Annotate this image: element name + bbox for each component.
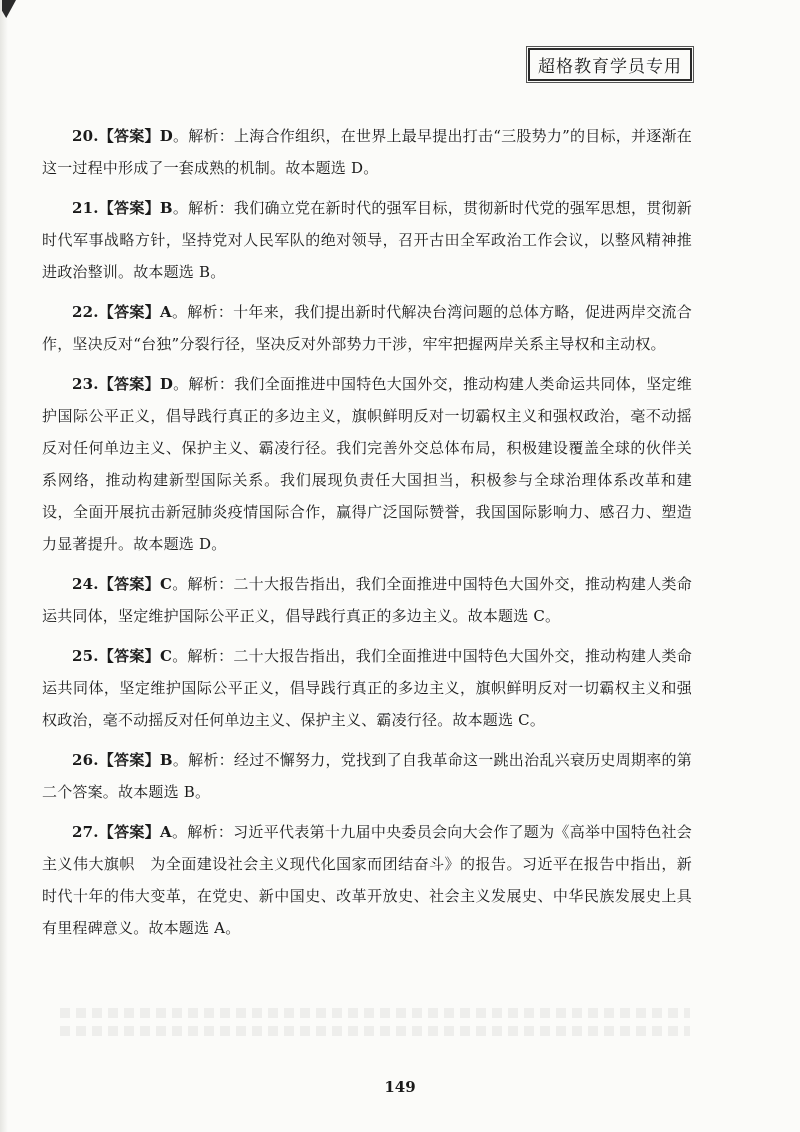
answer-entry-20: [42, 120, 692, 184]
answer-entry-24: [42, 568, 692, 632]
answer-mark: 【答案】: [98, 303, 160, 321]
answer-letter: B: [159, 751, 173, 769]
scan-edge: [0, 0, 8, 1132]
entry-number: 20.: [72, 127, 99, 145]
answer-letter: D: [159, 127, 173, 145]
answer-letter: A: [160, 823, 172, 841]
answer-letter: C: [159, 575, 173, 593]
entry-number: 23.: [72, 375, 99, 393]
answer-letter: A: [160, 303, 172, 321]
watermark-stamp: 超格教育学员专用: [528, 48, 692, 81]
explanation-text: 。解析：上海合作组织，在世界上最早提出打击“三股势力”的目标，并逐渐在这一过程中形成了一套成熟的机制。故本题选 D。: [42, 127, 692, 177]
answer-entry-22: [42, 296, 692, 360]
answer-entry-21: [42, 192, 692, 288]
answer-list: [42, 120, 692, 952]
entry-number: 26.: [72, 751, 99, 769]
answer-mark: 【答案】: [98, 575, 160, 593]
explanation-text: 。解析：习近平代表第十九届中央委员会向大会作了题为《高举中国特色社会主义伟大旗帜 为全面建设社会主义现代化国家而团结奋斗》的报告。习近平在报告中指出，新时代十年的伟大变革，在党史、新中国史、改革开放史、社会主义发展史、中华民族发展史上具有里程碑意义。故本题选 A。: [42, 823, 692, 937]
explanation-text: 。解析：我们全面推进中国特色大国外交，推动构建人类命运共同体，坚定维护国际公平正义，倡导践行真正的多边主义，旗帜鲜明反对一切霸权主义和强权政治，毫不动摇反对任何单边主义、保护主义、霸凌行径。我们完善外交总体布局，积极建设覆盖全球的伙伴关系网络，推动构建新型国际关系。我们展现负责任大国担当，积极参与全球治理体系改革和建设，全面开展抗击新冠肺炎疫情国际合作，赢得广泛国际赞誉，我国国际影响力、感召力、塑造力显著提升。故本题选 D。: [42, 375, 692, 553]
entry-number: 24.: [72, 575, 99, 593]
entry-number: 25.: [72, 647, 99, 665]
explanation-text: 。解析：十年来，我们提出新时代解决台湾问题的总体方略，促进两岸交流合作，坚决反对“台独”分裂行径，坚决反对外部势力干涉，牢牢把握两岸关系主导权和主动权。: [42, 303, 692, 353]
answer-mark: 【答案】: [98, 199, 160, 217]
explanation-text: 。解析：二十大报告指出，我们全面推进中国特色大国外交，推动构建人类命运共同体，坚定维护国际公平正义，倡导践行真正的多边主义。故本题选 C。: [42, 575, 692, 625]
answer-mark: 【答案】: [98, 647, 160, 665]
explanation-text: 。解析：我们确立党在新时代的强军目标，贯彻新时代党的强军思想，贯彻新时代军事战略方针，坚持党对人民军队的绝对领导，召开古田全军政治工作会议，以整风精神推进政治整训。故本题选 B。: [42, 199, 692, 281]
explanation-text: 。解析：二十大报告指出，我们全面推进中国特色大国外交，推动构建人类命运共同体，坚定维护国际公平正义，倡导践行真正的多边主义，旗帜鲜明反对一切霸权主义和强权政治，毫不动摇反对任何单边主义、保护主义、霸凌行径。故本题选 C。: [42, 647, 692, 729]
bleed-through-smudge: [60, 1026, 690, 1036]
answer-mark: 【答案】: [98, 823, 160, 841]
page-number: 149: [384, 1078, 416, 1096]
explanation-text: 。解析：经过不懈努力，党找到了自我革命这一跳出治乱兴衰历史周期率的第二个答案。故本题选 B。: [42, 751, 692, 801]
bleed-through-smudge: [60, 1008, 690, 1018]
entry-number: 27.: [72, 823, 99, 841]
answer-letter: B: [159, 199, 173, 217]
answer-letter: D: [159, 375, 174, 393]
answer-mark: 【答案】: [98, 127, 160, 145]
answer-mark: 【答案】: [98, 375, 160, 393]
answer-entry-27: [42, 816, 692, 944]
answer-letter: C: [159, 647, 173, 665]
answer-entry-26: [42, 744, 692, 808]
answer-entry-25: [42, 640, 692, 736]
entry-number: 22.: [72, 303, 99, 321]
answer-mark: 【答案】: [98, 751, 160, 769]
entry-number: 21.: [72, 199, 99, 217]
answer-entry-23: [42, 368, 692, 560]
